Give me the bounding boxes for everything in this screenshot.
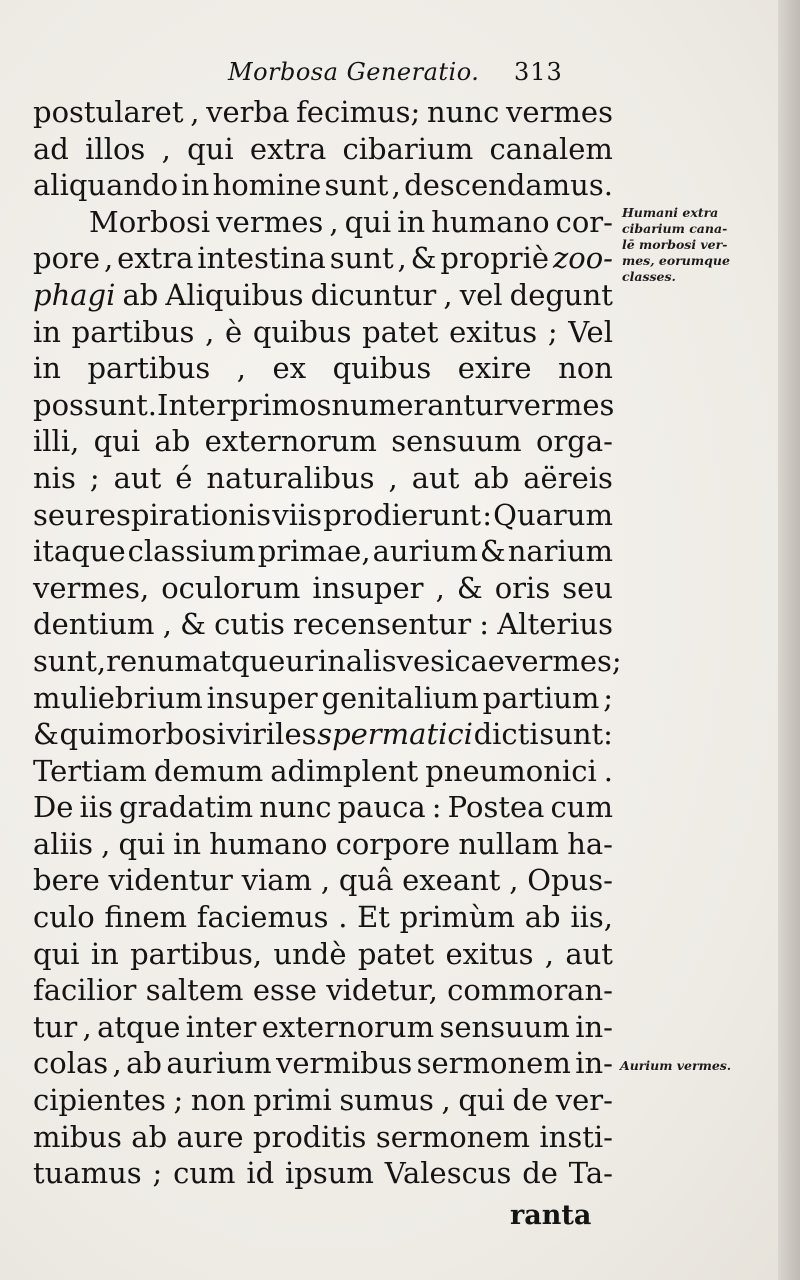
marginal-note-line: Humani extra: [622, 205, 719, 220]
text-line: [33, 680, 613, 717]
text-line: [33, 936, 613, 973]
word: Quarum: [493, 497, 613, 532]
word: corpore: [335, 826, 451, 861]
word: ver-: [555, 1083, 613, 1118]
word: bere: [33, 863, 100, 898]
word: sensuum: [391, 424, 522, 459]
word: .: [603, 753, 613, 788]
word: orga-: [535, 424, 613, 459]
word: canalem: [489, 131, 613, 166]
word: ,: [320, 863, 331, 898]
word: Valescus: [384, 1156, 512, 1191]
word: patet: [362, 314, 439, 349]
word: phagi: [33, 277, 116, 312]
word: narium: [507, 534, 613, 569]
word: qui: [187, 131, 234, 166]
word: sermonem: [416, 1046, 571, 1081]
word: qui: [118, 826, 165, 861]
word: classium: [127, 534, 256, 569]
word: sunt: [329, 241, 394, 276]
word: atque: [97, 1009, 181, 1044]
word: commoran-: [447, 973, 613, 1008]
word: oculorum: [161, 570, 301, 605]
word: externorum: [204, 424, 377, 459]
word: ab: [122, 277, 159, 312]
word: :: [431, 790, 442, 825]
word: fecimus;: [296, 95, 421, 129]
marginal-note-line: mes, eorumque: [622, 253, 730, 268]
text-line: [33, 350, 613, 387]
word: Inter: [157, 387, 230, 422]
text-line: [33, 387, 613, 424]
word: ;: [89, 460, 100, 495]
word: undè: [273, 936, 347, 971]
word: dentium: [33, 607, 155, 642]
word: nullam: [458, 826, 560, 861]
word: ,: [236, 351, 247, 386]
word: morbosi: [106, 717, 226, 752]
word: cibarium: [342, 131, 474, 166]
word: spermatici: [317, 717, 473, 752]
page-number: 313: [514, 58, 563, 86]
marginal-note-line: classes.: [622, 269, 676, 284]
word: nunc: [427, 95, 500, 129]
text-line: [33, 204, 613, 241]
marginal-note-line: Aurium vermes.: [620, 1058, 732, 1073]
word: vermes;: [504, 643, 622, 678]
text-line: [33, 899, 613, 936]
word: in: [181, 168, 210, 203]
word: mibus: [33, 1119, 122, 1154]
word: vel: [459, 277, 503, 312]
word: sunt:: [539, 717, 613, 752]
word: partium: [482, 680, 600, 715]
word: exire: [457, 351, 532, 386]
word: in: [173, 826, 202, 861]
text-line: [33, 497, 613, 534]
word: ipsum: [284, 1156, 374, 1191]
text-line: [33, 643, 622, 680]
word: aurium: [166, 1046, 272, 1081]
word: numerantur: [331, 387, 508, 422]
word: partibus,: [130, 936, 263, 971]
word: :: [479, 607, 490, 642]
word: in: [397, 204, 426, 239]
word: inter: [185, 1009, 257, 1044]
word: descendamus.: [404, 168, 613, 203]
word: seu: [562, 570, 613, 605]
word: naturalibus: [206, 460, 375, 495]
text-line: [33, 1045, 613, 1082]
word: faciemus: [196, 900, 329, 935]
word: aut: [113, 460, 162, 495]
word: &: [456, 570, 483, 605]
word: ,: [391, 168, 401, 203]
word: genitalium: [321, 680, 479, 715]
word: :: [482, 497, 492, 532]
word: insuper: [312, 570, 424, 605]
word: cutis: [214, 607, 285, 642]
text-line: [33, 94, 613, 131]
running-title: Morbosa Generatio.: [228, 58, 480, 86]
word: postularet: [33, 95, 184, 129]
word: pneumonici: [425, 753, 597, 788]
word: aëreis: [523, 460, 613, 495]
word: in-: [575, 1046, 613, 1081]
marginal-note-humani-vermes: [622, 205, 772, 285]
word: possunt: [33, 387, 148, 422]
word: externorum: [261, 1009, 435, 1044]
word: proditis: [252, 1119, 367, 1154]
text-line: [33, 570, 613, 607]
word: aurium: [372, 534, 478, 569]
word: atque: [202, 643, 286, 678]
word: sunt: [33, 643, 97, 678]
text-line: [33, 972, 613, 1009]
word: iis,: [570, 900, 613, 935]
word: vermes: [216, 204, 324, 239]
text-line: [33, 460, 613, 497]
word: qui: [93, 424, 141, 459]
word: cipientes: [33, 1083, 166, 1118]
word: in-: [575, 1009, 613, 1044]
word: primae,: [257, 534, 371, 569]
word: nunc: [259, 790, 332, 825]
text-line: [33, 789, 613, 826]
word: adimplent: [270, 753, 419, 788]
word: aliquando: [33, 168, 179, 203]
word: é: [175, 460, 193, 495]
word: propriè: [440, 241, 550, 276]
word: viriles: [226, 717, 317, 752]
word: muliebrium: [33, 680, 203, 715]
word: ,: [443, 277, 453, 312]
word: ,: [441, 1083, 451, 1118]
word: ,: [101, 826, 111, 861]
word: ex: [272, 351, 307, 386]
word: in: [90, 936, 119, 971]
word: &: [410, 241, 437, 276]
word: ad: [33, 131, 69, 166]
word: qui: [59, 717, 107, 752]
word: iis: [79, 790, 113, 825]
word: ,: [388, 460, 398, 495]
word: ab: [473, 460, 510, 495]
word: recensentur: [293, 607, 472, 642]
word: insuper: [206, 680, 318, 715]
word: sermonem: [375, 1119, 531, 1154]
text-line: [33, 533, 613, 570]
word: verba: [206, 95, 290, 129]
word: qui: [33, 936, 80, 971]
word: ,: [96, 643, 107, 678]
word: tuamus: [33, 1156, 142, 1191]
word: De: [33, 790, 74, 825]
marginal-note-line: cibarium cana-: [622, 221, 728, 236]
word: quibus: [252, 314, 352, 349]
word: vermes,: [33, 570, 150, 605]
word: Opus-: [527, 863, 613, 898]
word: pore: [33, 241, 101, 276]
word: ha-: [567, 826, 613, 861]
page-header: [228, 58, 608, 88]
word: ;: [152, 1156, 163, 1191]
word: ,: [329, 204, 339, 239]
word: videntur: [108, 863, 233, 898]
word: finem: [104, 900, 188, 935]
text-line: [33, 314, 613, 351]
word: .: [147, 387, 158, 422]
text-line: [33, 1009, 613, 1046]
word: exitus: [445, 936, 534, 971]
word: sumus: [339, 1083, 434, 1118]
word: aure: [176, 1119, 244, 1154]
word: in: [33, 314, 61, 349]
text-line: [33, 753, 613, 790]
word: qui: [458, 1083, 505, 1118]
word: ,: [397, 241, 407, 276]
body-text: [33, 94, 622, 1192]
facing-page-edge: [778, 0, 800, 1280]
word: vermibus: [275, 1046, 413, 1081]
word: ab: [126, 1046, 162, 1081]
word: aut: [565, 936, 613, 971]
word: Et: [357, 900, 390, 935]
text-line: [33, 277, 613, 314]
text-line: [33, 423, 613, 460]
word: ,: [190, 95, 200, 129]
text-line: [33, 1119, 613, 1156]
word: videtur,: [326, 973, 438, 1008]
word: saltem: [145, 973, 244, 1008]
word: pauca: [337, 790, 426, 825]
word: id: [246, 1156, 275, 1191]
word: Morbosi: [89, 204, 211, 239]
word: humano: [209, 826, 328, 861]
word: non: [190, 1083, 246, 1118]
word: exeant: [402, 863, 501, 898]
word: vesicae: [396, 643, 505, 678]
word: urinalis: [285, 643, 397, 678]
word: &: [479, 534, 506, 569]
word: aut: [411, 460, 460, 495]
word: &: [180, 607, 206, 642]
word: Tertiam: [33, 753, 147, 788]
word: viam: [241, 863, 313, 898]
word: demum: [153, 753, 264, 788]
word: respirationis: [84, 497, 272, 532]
word: viis: [272, 497, 323, 532]
word: vermes: [506, 95, 613, 129]
word: gradatim: [119, 790, 254, 825]
word: oris: [494, 570, 551, 605]
text-line: [33, 826, 613, 863]
word: degunt: [509, 277, 613, 312]
marginal-note-line: lē morbosi ver-: [622, 237, 728, 252]
word: partibus: [71, 314, 195, 349]
word: ,: [205, 314, 215, 349]
word: ,: [544, 936, 555, 971]
word: sensuum: [439, 1009, 570, 1044]
word: ab: [154, 424, 191, 459]
word: prodierunt: [323, 497, 482, 532]
word: nis: [33, 460, 76, 495]
word: Alterius: [497, 607, 613, 642]
word: Postea: [447, 790, 545, 825]
word: ,: [435, 570, 445, 605]
word: ;: [173, 1083, 184, 1118]
word: ,: [103, 241, 114, 276]
text-line: [33, 862, 613, 899]
word: insti-: [539, 1119, 613, 1154]
word: facilior: [33, 973, 137, 1008]
word: ,: [112, 1046, 122, 1081]
word: patet: [357, 936, 435, 971]
word: ;: [603, 680, 613, 715]
word: dicuntur: [310, 277, 437, 312]
text-line: [33, 1155, 613, 1192]
word: ab: [524, 900, 561, 935]
word: de: [522, 1156, 558, 1191]
word: ab: [131, 1119, 168, 1154]
word: &: [33, 717, 59, 752]
text-line: [33, 716, 613, 753]
word: intestina: [197, 241, 326, 276]
word: non: [558, 351, 613, 386]
word: ,: [82, 1009, 92, 1044]
word: cor-: [555, 204, 613, 239]
word: quâ: [338, 863, 394, 898]
word: exitus: [449, 314, 538, 349]
text-line: [33, 131, 613, 168]
text-line: [33, 167, 613, 204]
word: humano: [431, 204, 550, 239]
word: cum: [550, 790, 613, 825]
catchword: ranta: [510, 1200, 592, 1231]
word: tur: [33, 1009, 78, 1044]
word: Vel: [568, 314, 613, 349]
word: homine: [212, 168, 322, 203]
text-line: [33, 240, 613, 277]
marginal-note-aurium-vermes: [620, 1058, 770, 1074]
word: primùm: [399, 900, 516, 935]
word: ,: [161, 131, 171, 166]
word: itaque: [33, 534, 126, 569]
word: cum: [173, 1156, 236, 1191]
word: è: [224, 314, 243, 349]
word: partibus: [87, 351, 211, 386]
word: primi: [253, 1083, 332, 1118]
word: esse: [252, 973, 317, 1008]
word: primos: [229, 387, 332, 422]
word: Ta-: [568, 1156, 613, 1191]
word: renum: [106, 643, 202, 678]
word: Aliquibus: [165, 277, 304, 312]
word: .: [338, 900, 348, 935]
word: qui: [344, 204, 392, 239]
word: ,: [162, 607, 172, 642]
word: quibus: [332, 351, 432, 386]
word: in: [33, 351, 61, 386]
word: extra: [117, 241, 194, 276]
word: aliis: [33, 826, 93, 861]
word: zoo-: [552, 241, 613, 276]
text-line: [33, 1082, 613, 1119]
word: extra: [249, 131, 327, 166]
word: culo: [33, 900, 95, 935]
word: seu: [33, 497, 84, 532]
word: vermes: [507, 387, 615, 422]
word: illi,: [33, 424, 80, 459]
word: de: [512, 1083, 549, 1118]
word: illos: [85, 131, 146, 166]
word: ,: [509, 863, 519, 898]
word: dicti: [473, 717, 539, 752]
word: sunt: [324, 168, 389, 203]
text-line: [33, 606, 613, 643]
word: colas: [33, 1046, 109, 1081]
word: ;: [547, 314, 558, 349]
